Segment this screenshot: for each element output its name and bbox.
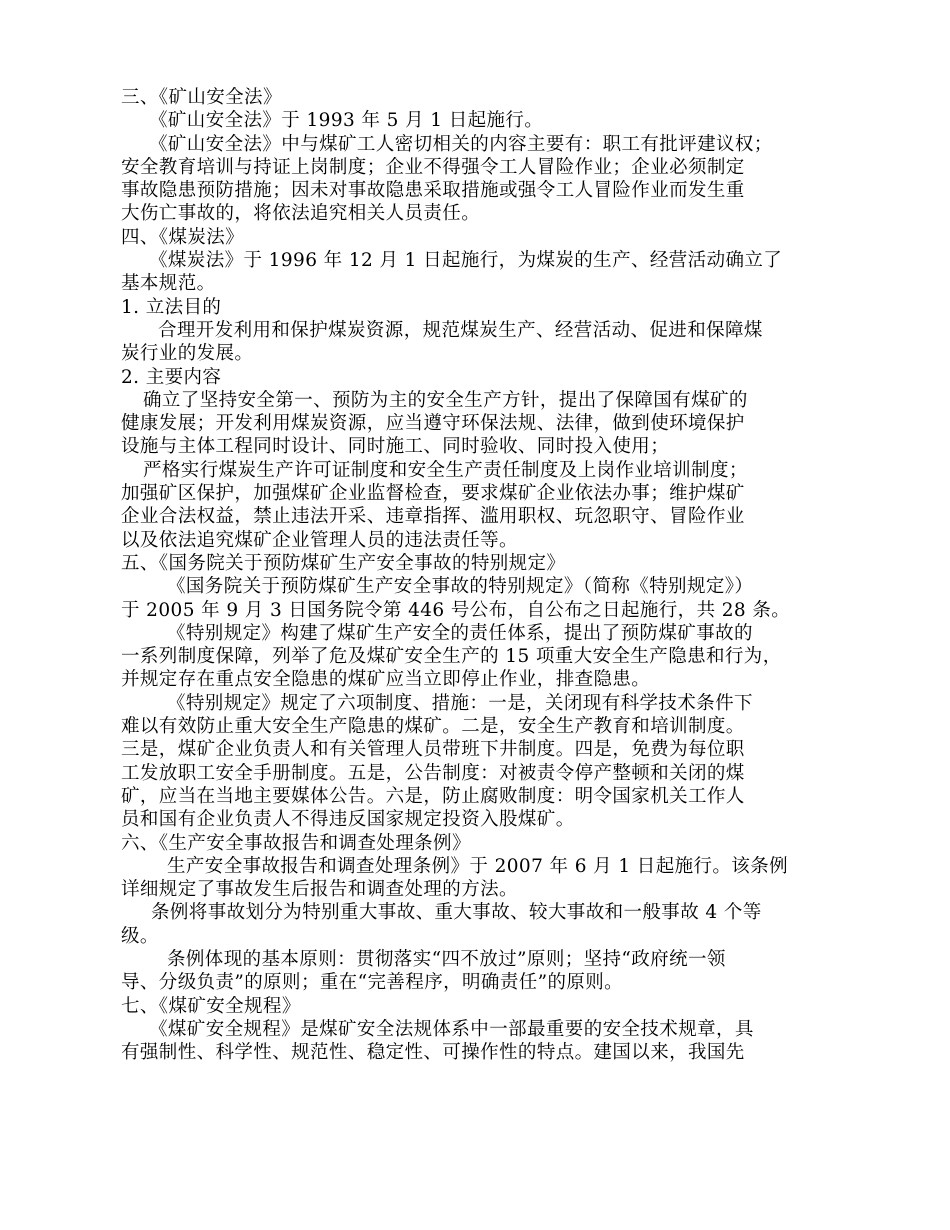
subsection-heading-1: 1. 立法目的	[121, 296, 222, 318]
section-heading-7: 七、《煤矿安全规程》	[121, 995, 301, 1017]
paragraph-line: 并规定存在重点安全隐患的煤矿应当立即停止作业，排查隐患。	[121, 669, 651, 691]
paragraph-line: 健康发展；开发利用煤炭资源，应当遵守环保法规、法律，做到使环境保护	[121, 413, 745, 435]
paragraph-line: 事故隐患预防措施；因未对事故隐患采取措施或强令工人冒险作业而发生重	[121, 180, 745, 202]
paragraph-line: 一系列制度保障，列举了危及煤矿安全生产的 15 项重大安全生产隐患和行为，	[121, 646, 782, 668]
paragraph-line: 炭行业的发展。	[121, 343, 254, 365]
paragraph-line: 矿，应当在当地主要媒体公告。六是，防止腐败制度：明令国家机关工作人	[121, 785, 745, 807]
paragraph-line: 企业合法权益，禁止违法开采、违章指挥、滥用职权、玩忽职守、冒险作业	[121, 506, 745, 528]
paragraph-line: 合理开发利用和保护煤炭资源，规范煤炭生产、经营活动、促进和保障煤	[158, 319, 763, 341]
paragraph-line: 导、分级负责”的原则；重在“完善程序，明确责任”的原则。	[121, 972, 624, 994]
paragraph-line: 条例体现的基本原则：贯彻落实“四不放过”原则；坚持“政府统一领	[167, 948, 726, 970]
paragraph-line: 基本规范。	[121, 273, 216, 295]
paragraph-line: 有强制性、科学性、规范性、稳定性、可操作性的特点。建国以来，我国先	[121, 1042, 745, 1064]
paragraph-line: 生产安全事故报告和调查处理条例》于 2007 年 6 月 1 日起施行。该条例	[167, 855, 789, 877]
paragraph-line: 详细规定了事故发生后报告和调查处理的方法。	[121, 879, 518, 901]
paragraph-line: 级。	[121, 925, 159, 947]
paragraph-line: 大伤亡事故的，将依法追究相关人员责任。	[121, 203, 481, 225]
paragraph-line: 《矿山安全法》中与煤矿工人密切相关的内容主要有：职工有批评建议权；	[149, 133, 773, 155]
paragraph-line: 《煤矿安全规程》是煤矿安全法规体系中一部最重要的安全技术规章，具	[149, 1018, 754, 1040]
paragraph-line: 难以有效防止重大安全生产隐患的煤矿。二是，安全生产教育和培训制度。	[121, 716, 745, 738]
paragraph-line: 《煤炭法》于 1996 年 12 月 1 日起施行，为煤炭的生产、经营活动确立了	[149, 250, 783, 272]
paragraph-line: 《特别规定》构建了煤矿生产安全的责任体系，提出了预防煤矿事故的	[167, 622, 753, 644]
paragraph-line: 条例将事故划分为特别重大事故、重大事故、较大事故和一般事故 4 个等	[151, 902, 762, 924]
paragraph-line: 安全教育培训与持证上岗制度；企业不得强令工人冒险作业；企业必须制定	[121, 156, 745, 178]
paragraph-line: 于 2005 年 9 月 3 日国务院令第 446 号公布，自公布之日起施行，共 28 条。	[121, 599, 791, 621]
subsection-heading-2: 2. 主要内容	[121, 366, 222, 388]
section-heading-4: 四、《煤炭法》	[121, 226, 245, 248]
paragraph-line: 设施与主体工程同时设计、同时施工、同时验收、同时投入使用；	[121, 436, 670, 458]
paragraph-line: 严格实行煤炭生产许可证制度和安全生产责任制度及上岗作业培训制度；	[143, 459, 748, 481]
paragraph-line: 三是，煤矿企业负责人和有关管理人员带班下井制度。四是，免费为每位职	[121, 739, 745, 761]
paragraph-line: 《矿山安全法》于 1993 年 5 月 1 日起施行。	[149, 110, 544, 132]
paragraph-line: 以及依法追究煤矿企业管理人员的违法责任等。	[121, 529, 518, 551]
section-heading-3: 三、《矿山安全法》	[121, 87, 282, 108]
section-heading-5: 五、《国务院关于预防煤矿生产安全事故的特别规定》	[121, 552, 566, 574]
paragraph-line: 员和国有企业负责人不得违反国家规定投资入股煤矿。	[121, 809, 575, 831]
paragraph-line: 确立了坚持安全第一、预防为主的安全生产方针，提出了保障国有煤矿的	[143, 389, 748, 411]
section-heading-6: 六、《生产安全事故报告和调查处理条例》	[121, 832, 471, 854]
paragraph-line: 工发放职工安全手册制度。五是，公告制度：对被责令停产整顿和关闭的煤	[121, 762, 745, 784]
paragraph-line: 《特别规定》规定了六项制度、措施：一是，关闭现有科学技术条件下	[167, 692, 753, 714]
paragraph-line: 加强矿区保护，加强煤矿企业监督检查，要求煤矿企业依法办事；维护煤矿	[121, 483, 745, 505]
paragraph-line: 《国务院关于预防煤矿生产安全事故的特别规定》（简称《特别规定》）	[167, 576, 754, 598]
document-page	[121, 86, 861, 1064]
